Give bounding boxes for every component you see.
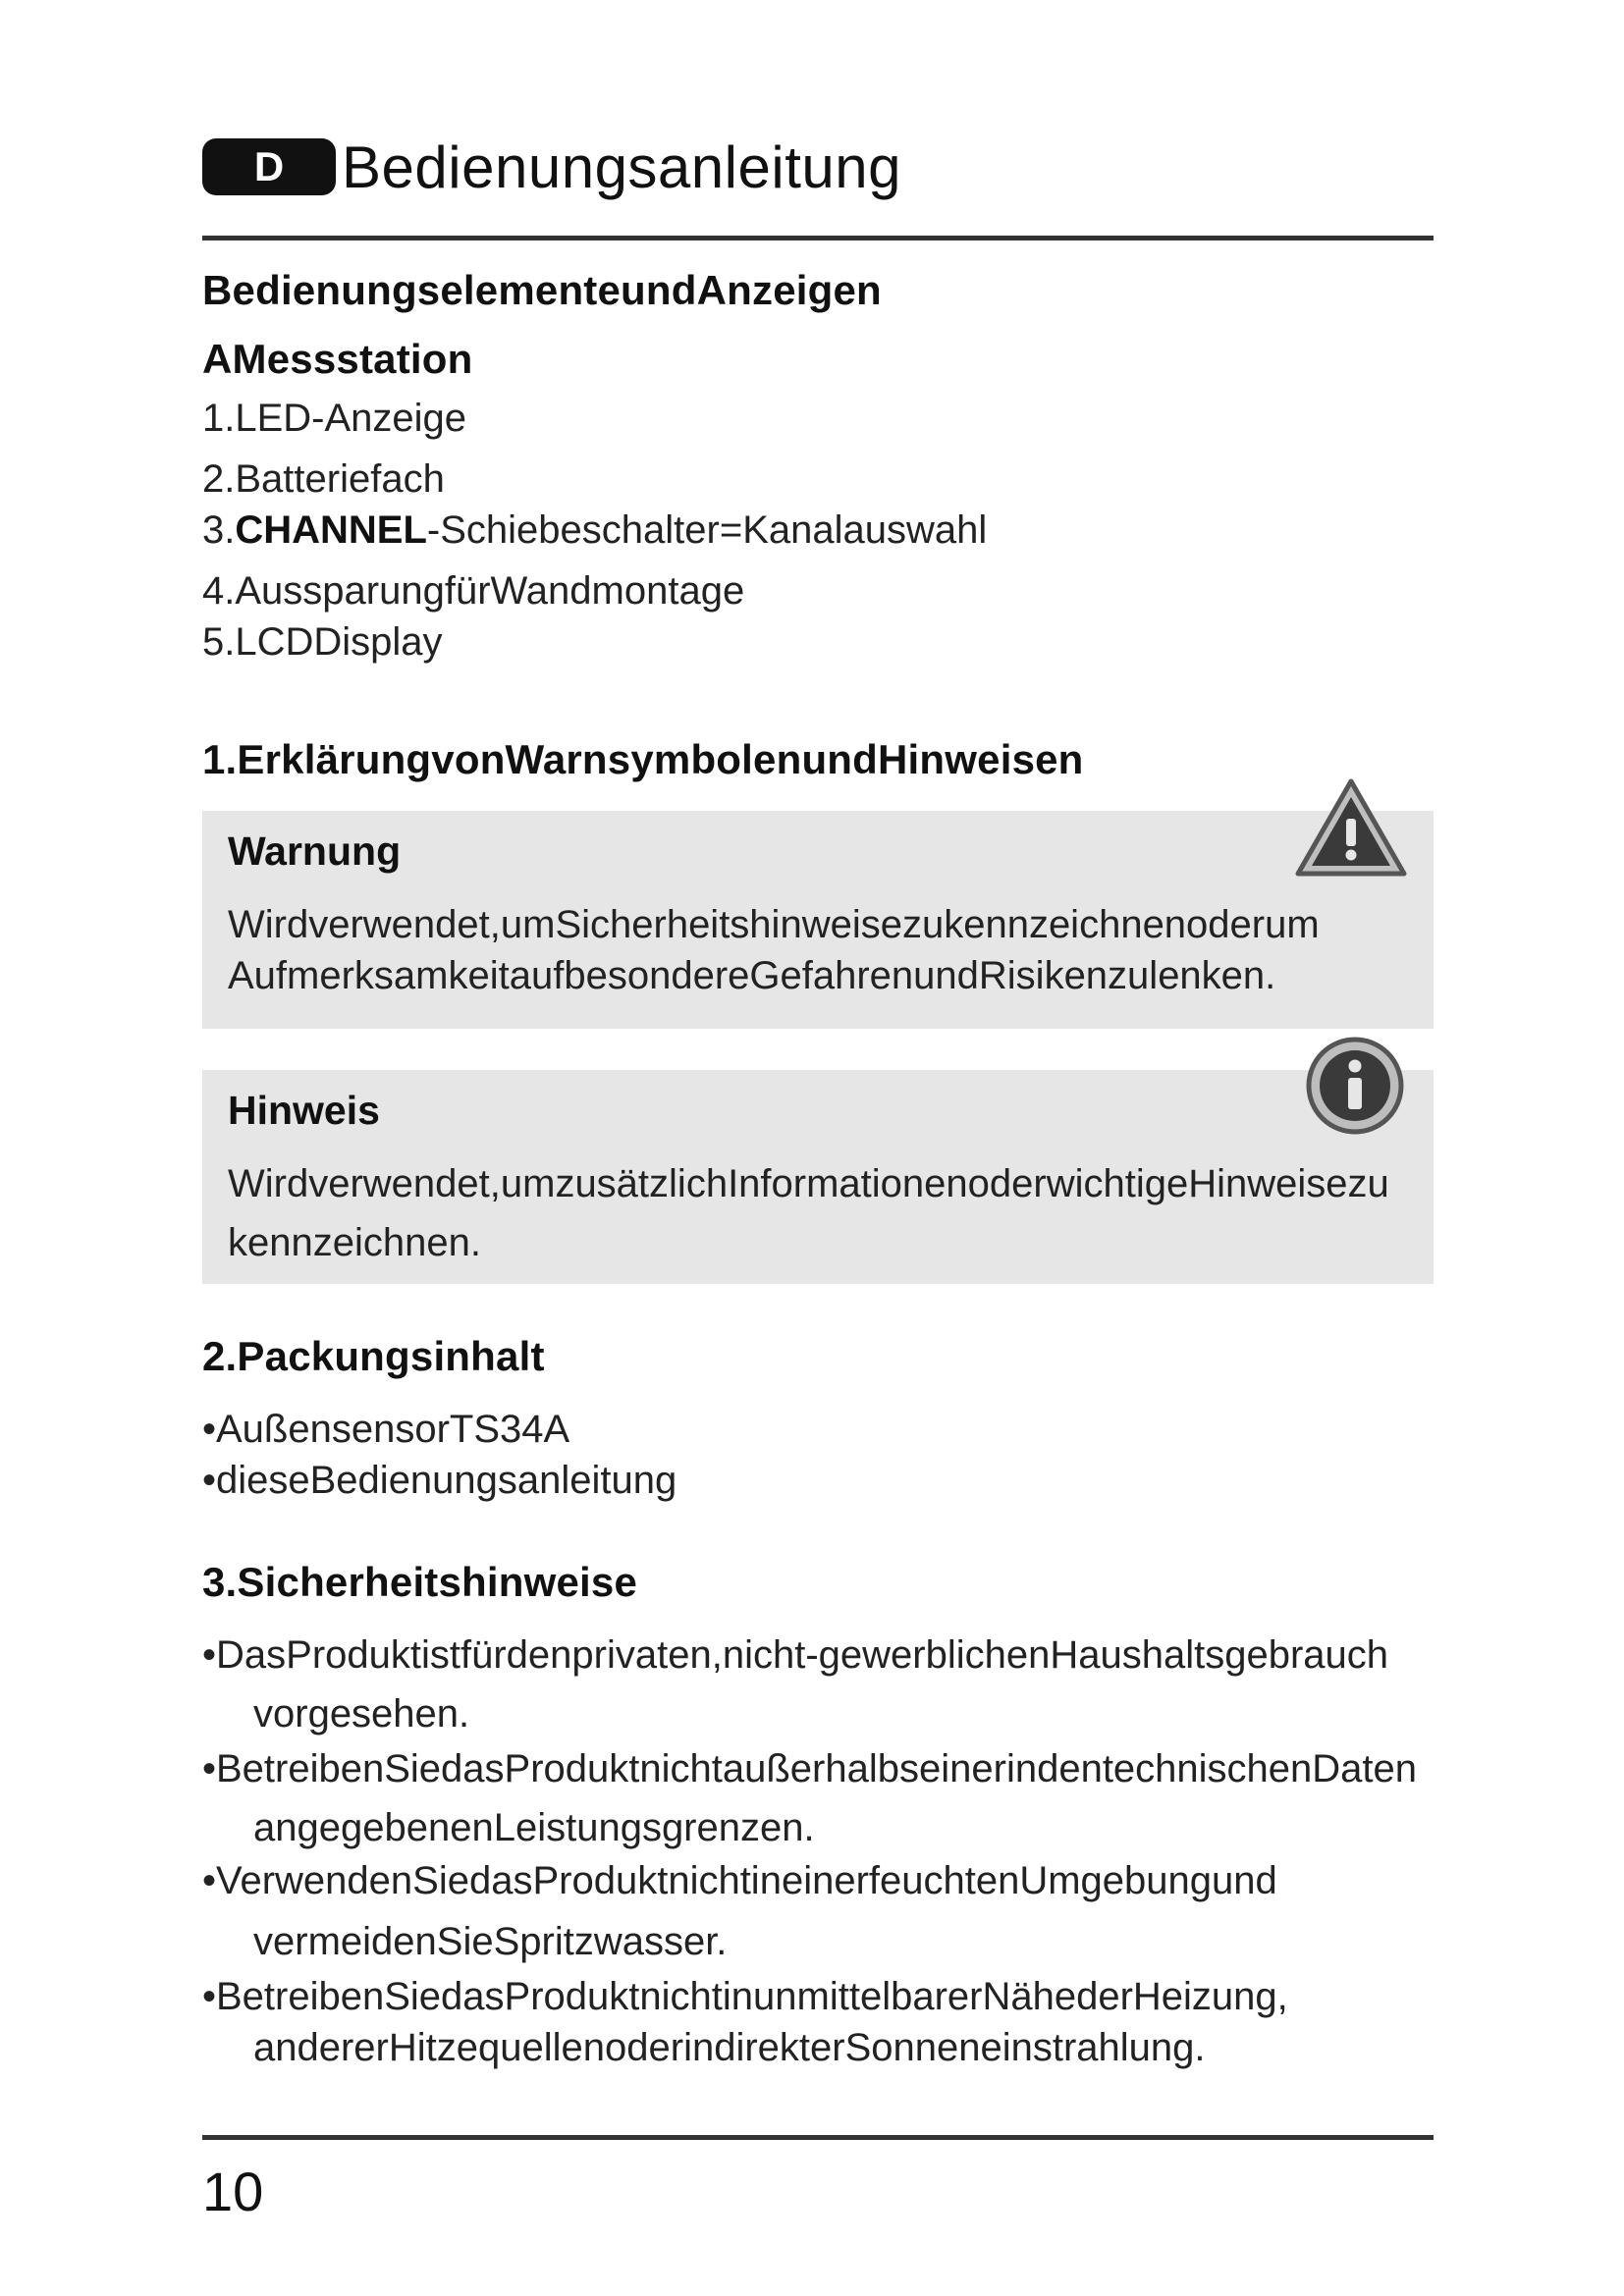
section-3-heading: 3.Sicherheitshinweise (202, 1559, 638, 1605)
note-box (202, 1070, 1434, 1284)
header-rule (202, 236, 1434, 240)
safety-item-3-line-2: vermeidenSieSpritzwasser. (253, 1920, 728, 1963)
safety-item-4-line-2: andererHitzequellenoderindirekterSonneneinstrahlung. (253, 2026, 1206, 2069)
package-item-1: •AußensensorTS34A (202, 1408, 570, 1451)
safety-item-1-line-2: vorgesehen. (253, 1692, 470, 1735)
controls-item-5: 5.LCDDisplay (202, 620, 443, 664)
controls-item-3-prefix: 3. (202, 508, 236, 552)
safety-item-3-line-1: •VerwendenSiedasProduktnichtineinerfeuchtenUmgebungund (202, 1859, 1277, 1902)
safety-item-1-line-1: •DasProduktistfürdenprivaten,nicht-gewerblichenHaushaltsgebrauch (202, 1633, 1389, 1677)
page-header (202, 128, 1434, 206)
page-number: 10 (202, 2161, 264, 2222)
controls-heading: BedienungselementeundAnzeigen (202, 267, 882, 313)
channel-label: CHANNEL (235, 508, 427, 552)
safety-item-2-line-2: angegebenenLeistungsgrenzen. (253, 1806, 815, 1849)
warning-text-line-2: AufmerksamkeitaufbesondereGefahrenundRisikenzulenken. (228, 954, 1276, 997)
info-circle-icon (1304, 1035, 1406, 1137)
header-title: Bedienungsanleitung (342, 133, 901, 200)
warning-box (202, 811, 1434, 1029)
controls-item-1: 1.LED-Anzeige (202, 397, 467, 440)
safety-item-2-line-1: •BetreibenSiedasProduktnichtaußerhalbseinerindentechnischenDaten (202, 1747, 1418, 1790)
warning-triangle-icon (1292, 775, 1410, 881)
controls-item-4: 4.AussparungfürWandmontage (202, 569, 745, 613)
section-2-heading: 2.Packungsinhalt (202, 1333, 545, 1379)
safety-item-4-line-1: •BetreibenSiedasProduktnichtinunmittelbarerNähederHeizung, (202, 1975, 1288, 2018)
note-text-line-2: kennzeichnen. (228, 1221, 481, 1264)
note-text-line-1: Wirdverwendet,umzusätzlichInformationenoderwichtigeHinweisezu (228, 1162, 1389, 1205)
package-item-2: •dieseBedienungsanleitung (202, 1459, 677, 1502)
controls-item-2: 2.Batteriefach (202, 457, 445, 501)
manual-page (202, 0, 1434, 2296)
language-badge: D (202, 138, 336, 195)
warning-text-line-1: Wirdverwendet,umSicherheitshinweisezukennzeichnenoderum (228, 903, 1320, 946)
warning-title: Warnung (228, 828, 402, 874)
controls-item-3 (202, 508, 987, 553)
footer-rule (202, 2135, 1434, 2140)
note-title: Hinweis (228, 1088, 380, 1133)
controls-item-3-suffix: -Schiebeschalter=Kanalauswahl (426, 508, 988, 552)
section-1-heading: 1.ErklärungvonWarnsymbolenundHinweisen (202, 736, 1084, 782)
station-heading: AMessstation (202, 336, 473, 382)
